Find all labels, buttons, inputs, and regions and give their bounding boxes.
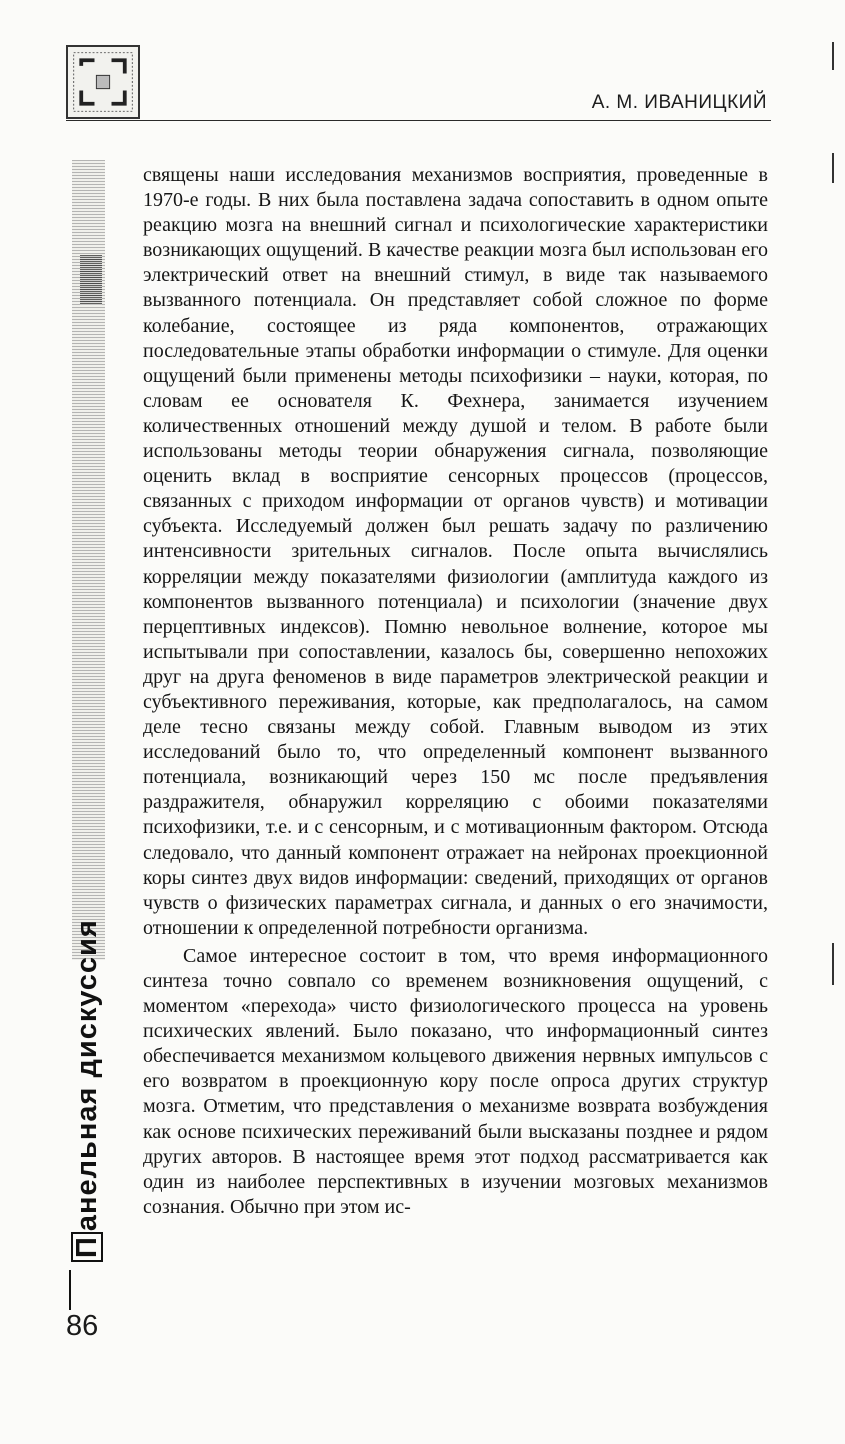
body-text <box>143 163 768 1220</box>
margin-mark <box>832 42 834 70</box>
margin-mark <box>832 943 834 985</box>
sidebar-pattern-dark <box>80 255 102 305</box>
section-label-text: анельная дискуссия <box>71 919 103 1232</box>
section-label-rule <box>69 1270 71 1310</box>
publisher-logo <box>66 45 140 119</box>
paragraph: Самое интересное состоит в том, что время информационного синтеза точно совпало со временем возникновения ощущений, с моментом «перехода» чисто физиологического процесса на уровень психических явлений. Было показано, что информационный синтез обеспечивается механизмом кольцевого движения нервных импульсов с его возвратом в проекционную кору после опроса других структур мозга. Отметим, что представления о механизме возврата возбуждения как основе психических переживаний были высказаны позднее и рядом других авторов. В настоящее время этот подход рассматривается как один из наиболее перспективных в изучении мозговых механизмов сознания. Обычно при этом ис- <box>143 944 768 1218</box>
running-header-author: А. М. ИВАНИЦКИЙ <box>591 92 767 113</box>
margin-mark <box>832 153 834 183</box>
page-number: 86 <box>66 1310 99 1342</box>
paragraph: священы наши исследования механизмов восприятия, проведенные в 1970-е годы. В них была поставлена задача сопоставить в одном опыте реакцию мозга на внешний сигнал и психологические характеристики возникающих ощущений. В качестве реакции мозга был использован его электрический ответ на внешний стимул, в виде так называемого вызванного потенциала. Он представляет собой сложное по форме колебание, состоящее из ряда компонентов, отражающих последовательные этапы обработки информации о стимуле. Для оценки ощущений были применены методы психофизики – науки, которая, по словам ее основателя К. Фехнера, занимается изучением количественных отношений между душой и телом. В работе были использованы методы теории обнаружения сигнала, позволяющие оценить вклад в восприятие сенсорных процессов (процессов, связанных с приходом информации от органов чувств) и мотивации субъекта. Исследуемый должен был решать задачу по различению интенсивности зрительных сигналов. После опыта вычислялись корреляции между показателями физиологии (амплитуда каждого из компонентов вызванного потенциала) и психологии (значение двух перцептивных индексов). Помню невольное волнение, которое мы испытывали при сопоставлении, казалось бы, совершенно непохожих друг на друга феноменов в виде параметров электрической реакции и субъективного переживания, которые, как предполагалось, на самом деле тесно связаны между собой. Главным выводом из этих исследований было то, что определенный компонент вызванного потенциала, возникающий через 150 мс после предъявления раздражителя, обнаружил корреляцию с обоими показателями психофизики, т.е. и с сенсорным, и с мотивационным фактором. Отсюда следовало, что данный компонент отражает на нейронах проекционной коры синтез двух видов информации: сведений, приходящих от органов чувств о физических параметрах сигнала, и данных о его значимости, отношении к определенной потребности организма. <box>143 164 768 939</box>
section-label <box>69 919 105 1262</box>
section-label-initial: П <box>71 1232 103 1262</box>
header-rule <box>66 120 771 121</box>
